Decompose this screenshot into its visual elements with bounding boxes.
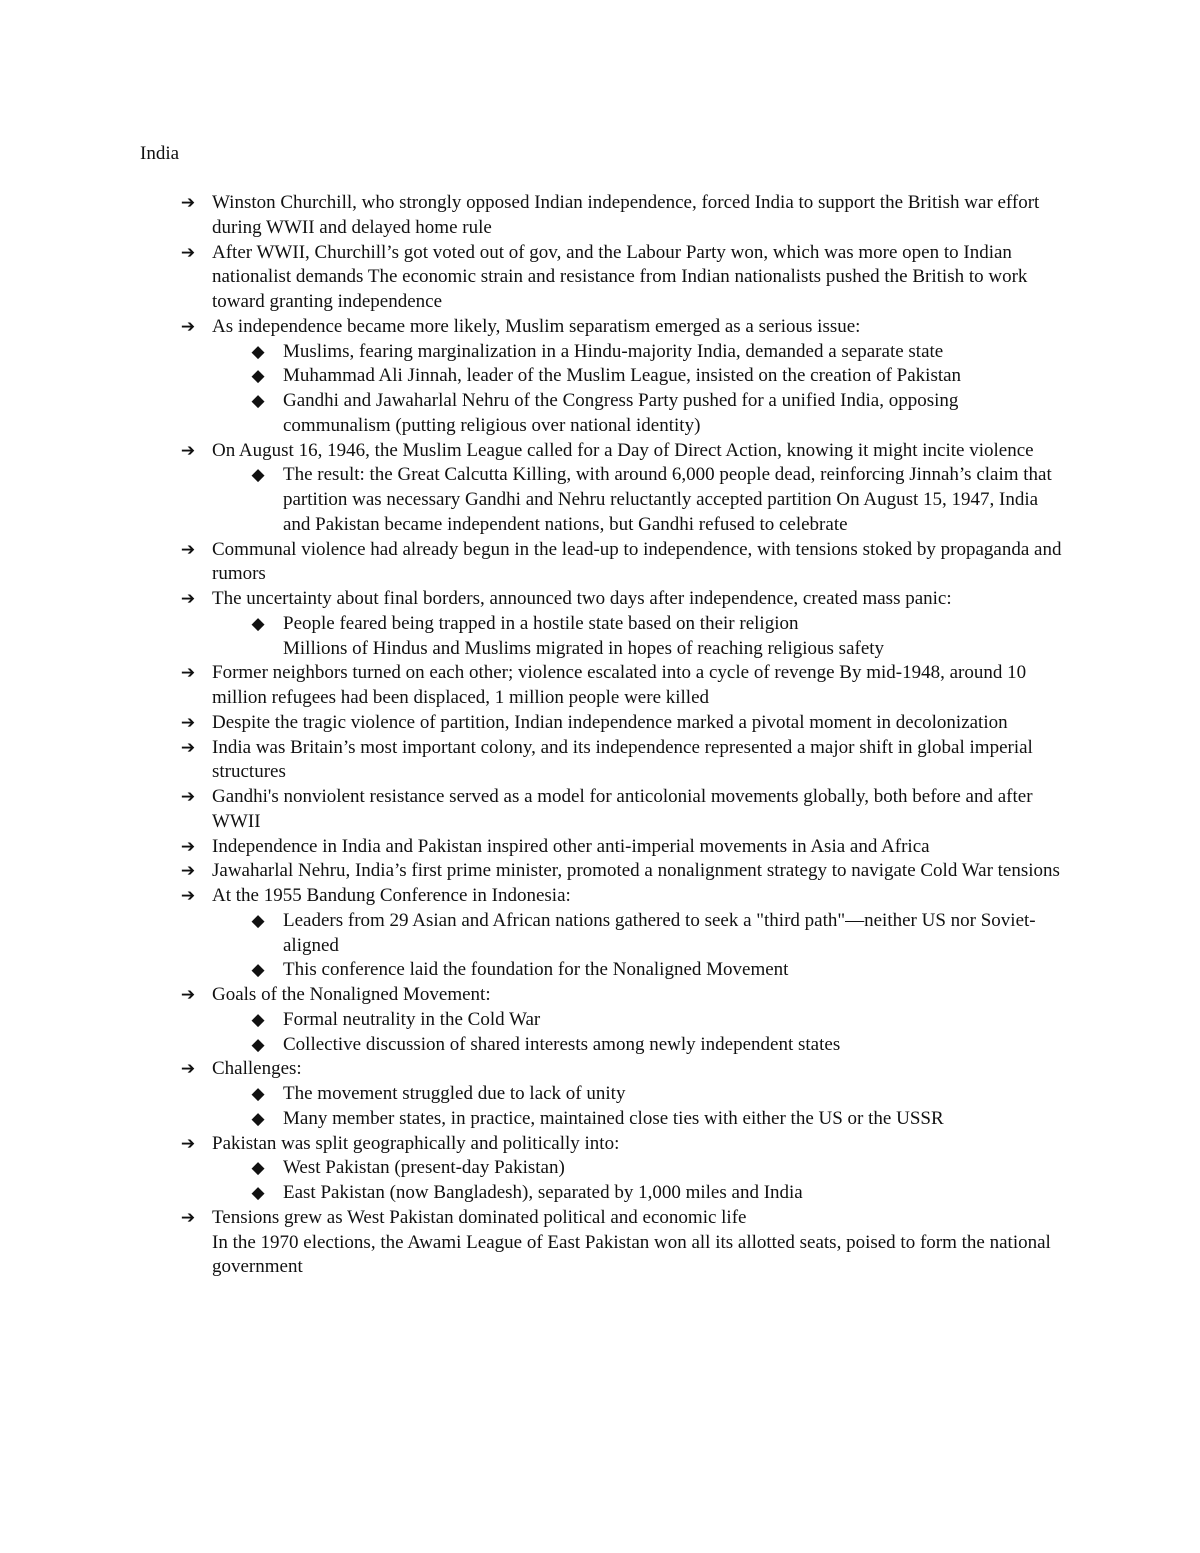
sub-list (212, 1156, 1064, 1206)
arrow-bullet-icon: ➔ (180, 1207, 196, 1228)
arrow-bullet-icon: ➔ (180, 242, 196, 263)
list-item (0, 439, 1200, 538)
list-item (0, 983, 1200, 1057)
sub-list (212, 612, 1064, 637)
list-item (0, 1132, 1200, 1206)
sub-list-item (212, 1181, 1064, 1206)
sub-list-item-text: This conference laid the foundation for the Nonaligned Movement (283, 959, 789, 981)
sub-list-item (212, 1156, 1064, 1181)
list-item (0, 1057, 1200, 1131)
list-item (0, 835, 1200, 860)
sub-list-item (212, 1008, 1064, 1033)
diamond-bullet-icon: ◆ (251, 366, 265, 387)
list-item-text: Jawaharlal Nehru, India’s first prime minister, promoted a nonalignment strategy to navigate Cold War tensions (212, 860, 1060, 882)
list-item-text: Independence in India and Pakistan inspired other anti-imperial movements in Asia and Africa (212, 835, 930, 857)
sub-list-item-text: Muhammad Ali Jinnah, leader of the Muslim League, insisted on the creation of Pakistan (283, 365, 962, 387)
diamond-bullet-icon: ◆ (251, 960, 265, 981)
arrow-bullet-icon: ➔ (180, 787, 196, 807)
sub-list-item-text: East Pakistan (now Bangladesh), separated by 1,000 miles and India (283, 1182, 803, 1203)
continuation-text: Millions of Hindus and Muslims migrated in hopes of reaching religious safety (283, 637, 885, 659)
list-item-text: Pakistan was split geographically and politically into: (212, 1132, 620, 1154)
diamond-bullet-icon: ◆ (251, 1108, 265, 1129)
list-item-text: Former neighbors turned on each other; violence escalated into a cycle of revenge By mid-1948, around 10 million refugees had been displaced, 1 million people were killed (212, 662, 1027, 708)
sub-list-item (212, 1082, 1064, 1107)
sub-list-item-text: Leaders from 29 Asian and African nations gathered to seek a "third path"—neither US nor Soviet-aligned (283, 909, 1036, 956)
sub-list-item-text: People feared being trapped in a hostile state based on their religion (283, 612, 799, 634)
sub-list-item (212, 1033, 1064, 1058)
list-item-text: Challenges: (212, 1058, 302, 1080)
arrow-bullet-icon: ➔ (180, 663, 196, 684)
arrow-bullet-icon: ➔ (180, 836, 196, 857)
arrow-bullet-icon: ➔ (180, 737, 196, 758)
list-item (0, 884, 1200, 983)
list-item (0, 711, 1200, 736)
sub-list (212, 909, 1064, 983)
diamond-bullet-icon: ◆ (251, 341, 265, 362)
arrow-bullet-icon: ➔ (180, 589, 196, 609)
diamond-bullet-icon: ◆ (251, 1183, 265, 1203)
arrow-bullet-icon: ➔ (180, 1059, 196, 1080)
sub-list (212, 340, 1064, 439)
sub-list-item-text: Many member states, in practice, maintained close ties with either the US or the USSR (283, 1107, 944, 1129)
sub-list-item (212, 958, 1064, 983)
list-item-text: Communal violence had already begun in the lead-up to independence, with tensions stoked by propaganda and rumors (212, 538, 1062, 585)
sub-list-item (212, 909, 1064, 959)
continuation-text: In the 1970 elections, the Awami League of East Pakistan won all its allotted seats, poised to form the national government (212, 1231, 1051, 1278)
diamond-bullet-icon: ◆ (251, 910, 265, 931)
arrow-bullet-icon: ➔ (180, 861, 196, 882)
list-item-text: India was Britain’s most important colony, and its independence represented a major shift in global imperial structures (212, 736, 1033, 783)
bullet-list (0, 191, 1200, 1280)
list-item (0, 315, 1200, 439)
sub-list (212, 1008, 1064, 1058)
sub-list-item-text: Formal neutrality in the Cold War (283, 1008, 541, 1030)
sub-list-item (212, 364, 1064, 389)
list-item-text: At the 1955 Bandung Conference in Indonesia: (212, 885, 571, 906)
sub-list-item-text: West Pakistan (present-day Pakistan) (283, 1157, 565, 1179)
list-item (0, 785, 1200, 835)
diamond-bullet-icon: ◆ (251, 391, 265, 411)
diamond-bullet-icon: ◆ (251, 1084, 265, 1104)
list-item-text: Despite the tragic violence of partition, Indian independence marked a pivotal moment in decolonization (212, 711, 1008, 733)
page-title: India (140, 143, 180, 164)
list-item (0, 1206, 1200, 1280)
sub-list-item-text: Gandhi and Jawaharlal Nehru of the Congress Party pushed for a unified India, opposing communalism (putting religious over national identity) (283, 390, 959, 436)
arrow-bullet-icon: ➔ (180, 712, 196, 733)
sub-list-item (212, 340, 1064, 365)
list-item-text: Gandhi's nonviolent resistance served as a model for anticolonial movements globally, both before and after WWII (212, 786, 1033, 832)
arrow-bullet-icon: ➔ (180, 539, 196, 560)
list-item (0, 736, 1200, 786)
diamond-bullet-icon: ◆ (251, 1009, 265, 1030)
list-item (0, 538, 1200, 588)
diamond-bullet-icon: ◆ (251, 1034, 265, 1055)
sub-list-item-text: The movement struggled due to lack of unity (283, 1083, 626, 1104)
sub-list-item-text: The result: the Great Calcutta Killing, with around 6,000 people dead, reinforcing Jinnah’s claim that partition was necessary Gandhi and Nehru reluctantly accepted partition On August 15, 1947, India and Pakistan became independent nations, but Gandhi refused to celebrate (283, 464, 1052, 535)
list-item-text: Goals of the Nonaligned Movement: (212, 984, 491, 1005)
list-item (0, 661, 1200, 711)
list-item (0, 859, 1200, 884)
arrow-bullet-icon: ➔ (180, 440, 196, 461)
list-item-text: As independence became more likely, Muslim separatism emerged as a serious issue: (212, 315, 861, 337)
list-item-text: On August 16, 1946, the Muslim League called for a Day of Direct Action, knowing it might incite violence (212, 439, 1034, 461)
sub-list-item (212, 612, 1064, 637)
arrow-bullet-icon: ➔ (180, 316, 196, 337)
list-item (0, 191, 1200, 241)
arrow-bullet-icon: ➔ (180, 886, 196, 906)
diamond-bullet-icon: ◆ (251, 613, 265, 634)
sub-list-item-text: Collective discussion of shared interests among newly independent states (283, 1033, 841, 1055)
list-item-text: After WWII, Churchill’s got voted out of gov, and the Labour Party won, which was more open to Indian nationalist demands The economic strain and resistance from Indian nationalists pushed the British to work toward granting independence (212, 241, 1028, 312)
sub-list-item (212, 1107, 1064, 1132)
sub-list (212, 1082, 1064, 1132)
diamond-bullet-icon: ◆ (251, 1158, 265, 1179)
list-item-text: Winston Churchill, who strongly opposed Indian independence, forced India to support the British war effort during WWII and delayed home rule (212, 192, 1040, 238)
sub-list (212, 463, 1064, 537)
diamond-bullet-icon: ◆ (251, 465, 265, 486)
list-item (0, 241, 1200, 315)
list-item (0, 587, 1200, 661)
arrow-bullet-icon: ➔ (180, 985, 196, 1005)
sub-list-item-text: Muslims, fearing marginalization in a Hindu-majority India, demanded a separate state (283, 340, 944, 362)
sub-list-item (212, 463, 1064, 537)
list-item-text: Tensions grew as West Pakistan dominated political and economic life (212, 1206, 747, 1228)
arrow-bullet-icon: ➔ (180, 1133, 196, 1154)
list-item-text: The uncertainty about final borders, announced two days after independence, created mass panic: (212, 588, 952, 609)
sub-list-item (212, 389, 1064, 439)
arrow-bullet-icon: ➔ (180, 193, 196, 213)
